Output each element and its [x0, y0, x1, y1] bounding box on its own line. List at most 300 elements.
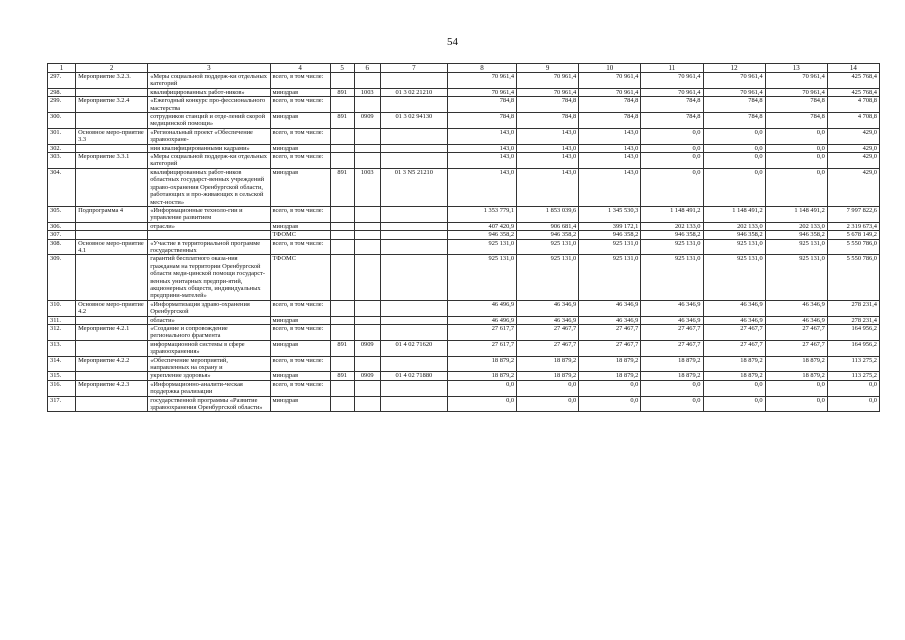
budget-code-cell — [330, 356, 354, 372]
event-name-cell: «Информационные техноло-гии и управление развитием — [148, 206, 270, 222]
amount-cell: 925 131,0 — [641, 239, 703, 255]
funding-source-cell: всего, в том числе: — [270, 356, 330, 372]
amount-cell: 202 133,0 — [703, 222, 765, 230]
amount-cell: 5 550 786,0 — [827, 239, 879, 255]
funding-source-cell: всего, в том числе: — [270, 380, 330, 396]
event-name-cell: сотрудников станций и отде-лений скорой медицинской помощи» — [148, 113, 270, 129]
table-row — [48, 300, 880, 316]
amount-cell: 27 467,7 — [517, 340, 579, 356]
amount-cell: 429,0 — [827, 153, 879, 169]
funding-source-cell: ТФОМС — [270, 231, 330, 239]
target-article-cell — [380, 239, 447, 255]
section-code-cell — [354, 144, 380, 152]
event-name-cell: «Информационно-аналити-ческая поддержка реализации — [148, 380, 270, 396]
amount-cell: 143,0 — [517, 153, 579, 169]
event-name-cell: «Региональный проект «Обеспечение здравоохране- — [148, 128, 270, 144]
section-code-cell — [354, 231, 380, 239]
amount-cell: 143,0 — [517, 144, 579, 152]
amount-cell: 27 467,7 — [641, 325, 703, 341]
amount-cell: 784,8 — [447, 113, 516, 129]
section-code-cell — [354, 300, 380, 316]
table-row — [48, 168, 880, 206]
amount-cell: 0,0 — [703, 396, 765, 412]
target-article-cell: 01 3 02 21210 — [380, 88, 447, 96]
amount-cell: 784,8 — [447, 97, 516, 113]
event-name-cell: квалифицированных работ-ников областных государст-венных учреждений здраво-охранения Оренбургской области, работающих и про-живающих в сельской мест-ности» — [148, 168, 270, 206]
event-name-cell: отрасли» — [148, 222, 270, 230]
amount-cell: 0,0 — [703, 144, 765, 152]
amount-cell: 784,8 — [641, 97, 703, 113]
amount-cell: 27 467,7 — [765, 325, 827, 341]
table-row — [48, 88, 880, 96]
amount-cell: 18 879,2 — [579, 372, 641, 380]
amount-cell: 925 131,0 — [517, 239, 579, 255]
target-article-cell — [380, 380, 447, 396]
table-row — [48, 255, 880, 300]
event-name-cell: «Ежегодный конкурс про-фессионального мастерства — [148, 97, 270, 113]
budget-code-cell — [330, 206, 354, 222]
funding-source-cell: всего, в том числе: — [270, 325, 330, 341]
table-row — [48, 239, 880, 255]
row-number-cell: 302. — [48, 144, 76, 152]
amount-cell: 143,0 — [579, 153, 641, 169]
row-number-cell: 301. — [48, 128, 76, 144]
funding-source-cell: всего, в том числе: — [270, 128, 330, 144]
table-row — [48, 113, 880, 129]
table-row — [48, 231, 880, 239]
funding-source-cell: минздрав — [270, 88, 330, 96]
amount-cell: 784,8 — [641, 113, 703, 129]
event-name-cell: «Создание и сопровождение регионального фрагмента — [148, 325, 270, 341]
event-name-cell — [148, 231, 270, 239]
amount-cell: 784,8 — [517, 97, 579, 113]
amount-cell: 946 358,2 — [447, 231, 516, 239]
funding-source-cell: минздрав — [270, 222, 330, 230]
budget-code-cell — [330, 144, 354, 152]
amount-cell: 0,0 — [703, 380, 765, 396]
row-number-cell: 309. — [48, 255, 76, 300]
amount-cell: 27 467,7 — [579, 325, 641, 341]
amount-cell: 164 956,2 — [827, 340, 879, 356]
event-name-cell: ния квалифицированными кадрами» — [148, 144, 270, 152]
column-number-cell: 4 — [270, 64, 330, 73]
amount-cell: 784,8 — [765, 97, 827, 113]
section-code-cell — [354, 356, 380, 372]
row-number-cell: 303. — [48, 153, 76, 169]
target-article-cell — [380, 300, 447, 316]
amount-cell: 27 467,7 — [517, 325, 579, 341]
table-row — [48, 128, 880, 144]
section-code-cell: 0909 — [354, 340, 380, 356]
amount-cell: 784,8 — [517, 113, 579, 129]
amount-cell: 784,8 — [703, 113, 765, 129]
target-article-cell — [380, 356, 447, 372]
amount-cell: 70 961,4 — [579, 73, 641, 89]
budget-code-cell — [330, 222, 354, 230]
target-article-cell: 01 3 02 94130 — [380, 113, 447, 129]
target-article-cell: 01 4 02 71880 — [380, 372, 447, 380]
amount-cell: 46 496,9 — [447, 316, 516, 324]
target-article-cell — [380, 231, 447, 239]
row-number-cell: 299. — [48, 97, 76, 113]
amount-cell: 27 467,7 — [641, 340, 703, 356]
section-code-cell — [354, 97, 380, 113]
section-code-cell: 0909 — [354, 113, 380, 129]
target-article-cell — [380, 325, 447, 341]
section-code-cell: 0909 — [354, 372, 380, 380]
target-article-cell — [380, 222, 447, 230]
amount-cell: 27 467,7 — [703, 325, 765, 341]
column-number-cell: 8 — [447, 64, 516, 73]
amount-cell: 0,0 — [641, 144, 703, 152]
event-cell: Основное меро-приятие 4.1 — [76, 239, 148, 255]
event-name-cell: «Меры социальной поддерж-ки отдельных категорий — [148, 153, 270, 169]
section-code-cell — [354, 255, 380, 300]
row-number-cell: 300. — [48, 113, 76, 129]
amount-cell: 46 346,9 — [517, 316, 579, 324]
table-row — [48, 222, 880, 230]
budget-code-cell — [330, 255, 354, 300]
event-name-cell: «Меры социальной поддерж-ки отдельных категорий — [148, 73, 270, 89]
column-number-cell: 6 — [354, 64, 380, 73]
table-row — [48, 73, 880, 89]
row-number-cell: 317. — [48, 396, 76, 412]
amount-cell: 70 961,4 — [517, 88, 579, 96]
event-cell — [76, 231, 148, 239]
funding-source-cell: всего, в том числе: — [270, 300, 330, 316]
row-number-cell: 307. — [48, 231, 76, 239]
amount-cell: 70 961,4 — [641, 88, 703, 96]
row-number-cell: 315. — [48, 372, 76, 380]
budget-code-cell — [330, 97, 354, 113]
event-cell: Основное меро-приятие 3.3 — [76, 128, 148, 144]
amount-cell: 0,0 — [517, 380, 579, 396]
funding-source-cell: минздрав — [270, 168, 330, 206]
budget-code-cell — [330, 316, 354, 324]
amount-cell: 0,0 — [579, 396, 641, 412]
section-code-cell: 1003 — [354, 168, 380, 206]
table-row — [48, 144, 880, 152]
row-number-cell: 313. — [48, 340, 76, 356]
column-number-cell: 2 — [76, 64, 148, 73]
event-name-cell: гарантий бесплатного оказа-ния гражданам на территории Оренбургской области меди-цинской помощи государст-венных унитарных предпри-ятий, акционерных обществ, индивидуальных предприни-мателей» — [148, 255, 270, 300]
column-number-cell: 10 — [579, 64, 641, 73]
amount-cell: 2 319 673,4 — [827, 222, 879, 230]
amount-cell: 164 956,2 — [827, 325, 879, 341]
amount-cell: 0,0 — [827, 380, 879, 396]
amount-cell: 143,0 — [579, 168, 641, 206]
budget-code-cell — [330, 73, 354, 89]
event-name-cell: «Обеспечение мероприятий, направленных на охрану и — [148, 356, 270, 372]
funding-source-cell: минздрав — [270, 113, 330, 129]
budget-table — [47, 63, 880, 412]
section-code-cell — [354, 128, 380, 144]
target-article-cell — [380, 128, 447, 144]
column-number-cell: 11 — [641, 64, 703, 73]
table-row — [48, 372, 880, 380]
row-number-cell: 304. — [48, 168, 76, 206]
amount-cell: 1 353 779,1 — [447, 206, 516, 222]
funding-source-cell: минздрав — [270, 316, 330, 324]
event-cell: Мероприятие 4.2.1 — [76, 325, 148, 341]
event-cell — [76, 396, 148, 412]
event-cell — [76, 113, 148, 129]
budget-code-cell: 891 — [330, 88, 354, 96]
amount-cell: 906 681,4 — [517, 222, 579, 230]
amount-cell: 18 879,2 — [517, 356, 579, 372]
amount-cell: 925 131,0 — [517, 255, 579, 300]
amount-cell: 1 148 491,2 — [765, 206, 827, 222]
amount-cell: 143,0 — [447, 168, 516, 206]
amount-cell: 925 131,0 — [447, 239, 516, 255]
amount-cell: 429,0 — [827, 168, 879, 206]
target-article-cell — [380, 316, 447, 324]
amount-cell: 143,0 — [579, 128, 641, 144]
funding-source-cell: минздрав — [270, 340, 330, 356]
column-number-cell: 13 — [765, 64, 827, 73]
amount-cell: 399 172,1 — [579, 222, 641, 230]
amount-cell: 70 961,4 — [765, 73, 827, 89]
budget-code-cell — [330, 128, 354, 144]
budget-code-cell — [330, 396, 354, 412]
row-number-cell: 305. — [48, 206, 76, 222]
event-cell — [76, 372, 148, 380]
target-article-cell — [380, 97, 447, 113]
target-article-cell — [380, 396, 447, 412]
amount-cell: 18 879,2 — [447, 356, 516, 372]
section-code-cell — [354, 153, 380, 169]
amount-cell: 18 879,2 — [703, 372, 765, 380]
event-name-cell: «Участие в территориальной программе государственных — [148, 239, 270, 255]
amount-cell: 7 997 822,6 — [827, 206, 879, 222]
amount-cell: 70 961,4 — [579, 88, 641, 96]
column-number-cell: 7 — [380, 64, 447, 73]
amount-cell: 46 346,9 — [641, 300, 703, 316]
amount-cell: 407 420,9 — [447, 222, 516, 230]
row-number-cell: 297. — [48, 73, 76, 89]
amount-cell: 0,0 — [579, 380, 641, 396]
amount-cell: 46 346,9 — [703, 316, 765, 324]
table-row — [48, 206, 880, 222]
amount-cell: 143,0 — [447, 153, 516, 169]
amount-cell: 27 617,7 — [447, 340, 516, 356]
event-cell: Мероприятие 4.2.3 — [76, 380, 148, 396]
amount-cell: 0,0 — [447, 396, 516, 412]
amount-cell: 18 879,2 — [703, 356, 765, 372]
budget-code-cell: 891 — [330, 372, 354, 380]
amount-cell: 18 879,2 — [765, 372, 827, 380]
amount-cell: 925 131,0 — [579, 255, 641, 300]
table-row — [48, 325, 880, 341]
section-code-cell — [354, 239, 380, 255]
funding-source-cell: всего, в том числе: — [270, 153, 330, 169]
amount-cell: 0,0 — [703, 128, 765, 144]
amount-cell: 0,0 — [827, 396, 879, 412]
amount-cell: 429,0 — [827, 128, 879, 144]
amount-cell: 425 768,4 — [827, 88, 879, 96]
amount-cell: 143,0 — [579, 144, 641, 152]
row-number-cell: 312. — [48, 325, 76, 341]
funding-source-cell: минздрав — [270, 372, 330, 380]
amount-cell: 113 275,2 — [827, 356, 879, 372]
table-row — [48, 97, 880, 113]
event-name-cell: информационной системы в сфере здравоохранения» — [148, 340, 270, 356]
target-article-cell — [380, 144, 447, 152]
amount-cell: 0,0 — [447, 380, 516, 396]
table-row — [48, 153, 880, 169]
section-code-cell — [354, 380, 380, 396]
event-name-cell: квалифицированных работ-ников» — [148, 88, 270, 96]
target-article-cell — [380, 153, 447, 169]
budget-code-cell — [330, 380, 354, 396]
section-code-cell — [354, 396, 380, 412]
event-cell — [76, 168, 148, 206]
amount-cell: 143,0 — [447, 144, 516, 152]
amount-cell: 0,0 — [765, 168, 827, 206]
amount-cell: 46 346,9 — [579, 316, 641, 324]
amount-cell: 925 131,0 — [703, 255, 765, 300]
event-name-cell: государственной программы «Развитие здравоохранения Оренбургской области» — [148, 396, 270, 412]
amount-cell: 1 853 039,6 — [517, 206, 579, 222]
amount-cell: 925 131,0 — [703, 239, 765, 255]
amount-cell: 202 133,0 — [765, 222, 827, 230]
amount-cell: 784,8 — [579, 113, 641, 129]
target-article-cell — [380, 255, 447, 300]
column-number-cell: 1 — [48, 64, 76, 73]
column-number-cell: 9 — [517, 64, 579, 73]
row-number-cell: 314. — [48, 356, 76, 372]
amount-cell: 0,0 — [641, 153, 703, 169]
budget-code-cell — [330, 300, 354, 316]
amount-cell: 46 346,9 — [517, 300, 579, 316]
table-row — [48, 356, 880, 372]
amount-cell: 0,0 — [641, 396, 703, 412]
row-number-cell: 308. — [48, 239, 76, 255]
amount-cell: 18 879,2 — [447, 372, 516, 380]
table-row — [48, 340, 880, 356]
amount-cell: 0,0 — [765, 396, 827, 412]
amount-cell: 429,0 — [827, 144, 879, 152]
budget-code-cell — [330, 231, 354, 239]
section-code-cell — [354, 316, 380, 324]
section-code-cell — [354, 73, 380, 89]
event-cell: Основное меро-приятие 4.2 — [76, 300, 148, 316]
amount-cell: 18 879,2 — [765, 356, 827, 372]
funding-source-cell: всего, в том числе: — [270, 97, 330, 113]
target-article-cell: 01 3 N5 21210 — [380, 168, 447, 206]
amount-cell: 46 346,9 — [765, 316, 827, 324]
row-number-cell: 310. — [48, 300, 76, 316]
amount-cell: 143,0 — [447, 128, 516, 144]
amount-cell: 946 358,2 — [517, 231, 579, 239]
amount-cell: 202 133,0 — [641, 222, 703, 230]
event-cell: Мероприятие 3.3.1 — [76, 153, 148, 169]
amount-cell: 946 358,2 — [703, 231, 765, 239]
amount-cell: 18 879,2 — [517, 372, 579, 380]
amount-cell: 946 358,2 — [579, 231, 641, 239]
budget-code-cell: 891 — [330, 168, 354, 206]
amount-cell: 425 768,4 — [827, 73, 879, 89]
column-number-cell: 12 — [703, 64, 765, 73]
table-row — [48, 316, 880, 324]
target-article-cell: 01 4 02 71620 — [380, 340, 447, 356]
amount-cell: 113 275,2 — [827, 372, 879, 380]
column-number-cell: 5 — [330, 64, 354, 73]
amount-cell: 18 879,2 — [641, 372, 703, 380]
event-cell: Подпрограмма 4 — [76, 206, 148, 222]
event-cell — [76, 88, 148, 96]
amount-cell: 278 231,4 — [827, 316, 879, 324]
event-cell — [76, 340, 148, 356]
budget-code-cell: 891 — [330, 113, 354, 129]
amount-cell: 278 231,4 — [827, 300, 879, 316]
amount-cell: 1 148 491,2 — [703, 206, 765, 222]
amount-cell: 0,0 — [765, 380, 827, 396]
column-number-cell: 3 — [148, 64, 270, 73]
section-code-cell — [354, 222, 380, 230]
amount-cell: 143,0 — [517, 168, 579, 206]
amount-cell: 5 678 149,2 — [827, 231, 879, 239]
event-cell — [76, 222, 148, 230]
budget-code-cell — [330, 153, 354, 169]
funding-source-cell: минздрав — [270, 144, 330, 152]
amount-cell: 0,0 — [765, 128, 827, 144]
amount-cell: 27 467,7 — [765, 340, 827, 356]
amount-cell: 46 346,9 — [765, 300, 827, 316]
event-name-cell: «Информатизация здраво-охранения Оренбургской — [148, 300, 270, 316]
amount-cell: 0,0 — [641, 128, 703, 144]
amount-cell: 925 131,0 — [765, 239, 827, 255]
amount-cell: 1 345 530,3 — [579, 206, 641, 222]
amount-cell: 784,8 — [765, 113, 827, 129]
amount-cell: 0,0 — [641, 168, 703, 206]
event-cell — [76, 144, 148, 152]
amount-cell: 27 467,7 — [579, 340, 641, 356]
row-number-cell: 306. — [48, 222, 76, 230]
amount-cell: 46 346,9 — [579, 300, 641, 316]
amount-cell: 4 708,8 — [827, 113, 879, 129]
amount-cell: 925 131,0 — [579, 239, 641, 255]
amount-cell: 946 358,2 — [765, 231, 827, 239]
amount-cell: 0,0 — [703, 168, 765, 206]
amount-cell: 46 346,9 — [641, 316, 703, 324]
amount-cell: 70 961,4 — [447, 73, 516, 89]
funding-source-cell: минздрав — [270, 396, 330, 412]
amount-cell: 784,8 — [579, 97, 641, 113]
amount-cell: 0,0 — [703, 153, 765, 169]
amount-cell: 70 961,4 — [765, 88, 827, 96]
section-code-cell — [354, 206, 380, 222]
event-cell: Мероприятие 3.2.4 — [76, 97, 148, 113]
funding-source-cell: всего, в том числе: — [270, 239, 330, 255]
column-number-row — [48, 64, 880, 73]
section-code-cell: 1003 — [354, 88, 380, 96]
amount-cell: 46 346,9 — [703, 300, 765, 316]
amount-cell: 70 961,4 — [447, 88, 516, 96]
amount-cell: 18 879,2 — [579, 356, 641, 372]
amount-cell: 70 961,4 — [517, 73, 579, 89]
budget-code-cell — [330, 239, 354, 255]
amount-cell: 0,0 — [517, 396, 579, 412]
amount-cell: 27 467,7 — [703, 340, 765, 356]
amount-cell: 70 961,4 — [703, 88, 765, 96]
event-name-cell: области» — [148, 316, 270, 324]
amount-cell: 27 617,7 — [447, 325, 516, 341]
amount-cell: 46 496,9 — [447, 300, 516, 316]
table-row — [48, 380, 880, 396]
page-number: 54 — [447, 36, 458, 48]
amount-cell: 18 879,2 — [641, 356, 703, 372]
